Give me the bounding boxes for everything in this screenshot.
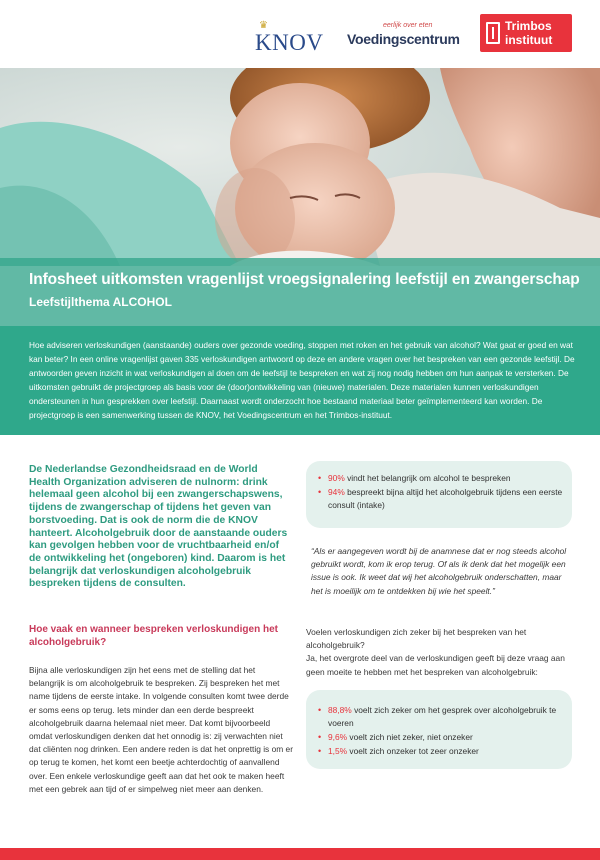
bullet-icon: •	[318, 473, 322, 483]
intro-section	[0, 326, 600, 435]
stats-list-bottom	[318, 704, 564, 759]
trimbos-logo-line1: Trimbos	[505, 19, 552, 33]
section-body: Bijna alle verloskundigen zijn het eens met de stelling dat het belangrijk is om alcoholgebruik te bespreken. Zij bespreken het met name tijdens de eerste intake. In volgende consulten komt twee derde er soms eens op terug. Iets minder dan een derde bespreekt alcoholgebruik daarna helemaal niet meer. Dat komt bijvoorbeeld omdat verloskundigen denken dat het onnodig is: zij verwachten niet dat cliënten nog drinken. Een andere reden is dat het onprettig is om er op terug te komen, het komt een beetje achterdochtig of aanvallend over. Een enkele verloskundige geeft aan dat het ook te maken heeft met een gebrek aan tijd of er simpelweg niet meer aan denken.	[29, 665, 293, 794]
header-logos	[0, 0, 600, 68]
page-title: Infosheet uitkomsten vragenlijst vroegsignalering leefstijl en zwangerschap	[29, 271, 580, 288]
confidence-section	[306, 626, 574, 679]
stat-item	[318, 704, 564, 730]
confidence-question: Voelen verloskundigen zich zeker bij het bespreken van het alcoholgebruik?	[306, 627, 527, 651]
stats-box-bottom	[306, 690, 572, 769]
confidence-answer: Ja, het overgrote deel van de verloskundigen geeft bij deze vraag aan geen moeite te hebben met het bespreken van alcoholgebruik:	[306, 653, 565, 677]
hero-photo	[0, 68, 600, 266]
bullet-icon: •	[318, 705, 322, 715]
stats-box-top	[306, 461, 572, 528]
stat-percentage: 1,5%	[328, 746, 348, 756]
stat-percentage: 94%	[328, 487, 345, 497]
stat-text: voelt zich niet zeker, niet onzeker	[347, 732, 473, 742]
stat-item	[318, 745, 564, 758]
lead-paragraph: De Nederlandse Gezondheidsraad en de World Health Organization adviseren de nulnorm: drink helemaal geen alcohol bij een zwangerschapswens, tijdens de zwangerschap of tijdens het geven van borstvoeding. Dat is ook de norm die de KNOV hanteert. Alcoholgebruik door de aanstaande ouders kan gevolgen hebben voor de vruchtbaarheid en/of de ontwikkeling het (ongeboren) kind. Daarom is het belangrijk dat verloskundigen alcoholgebruik bespreken tijdens de consulten.	[29, 464, 288, 590]
title-band	[0, 258, 600, 326]
intro-text: Hoe adviseren verloskundigen (aanstaande) ouders over gezonde voeding, stoppen met roken en het gebruik van alcohol? Wat gaat er goed en wat kan beter? In een online vragenlijst gaven 335 verloskundigen antwoord op deze en andere vragen over het bespreken van een gezonde leefstijl. De antwoorden geven inzicht in wat verloskundigen al doen om de leefstijl te bespreken en wat zij nog nodig hebben om hun aanpak te versterken. De uitkomsten gebruikt de projectgroep als basis voor de (door)ontwikkeling van (nieuwe) materialen. Deze materialen kunnen verloskundigen ondersteunen in hun gesprekken over leefstijl. Daarnaast wordt onderzocht hoe bestaand materiaal beter geïmplementeerd kan worden. De projectgroep is een samenwerking tussen de KNOV, het Voedingscentrum en het Trimbos-instituut.	[29, 340, 575, 420]
stat-percentage: 90%	[328, 473, 345, 483]
stat-percentage: 9,6%	[328, 732, 348, 742]
trimbos-logo	[480, 14, 572, 52]
stat-item	[318, 486, 564, 512]
stat-text: voelt zich onzeker tot zeer onzeker	[347, 746, 479, 756]
stat-text: vindt het belangrijk om alcohol te bespreken	[344, 473, 511, 483]
knov-logo-text: KNOV	[255, 30, 324, 55]
voedingscentrum-logo	[347, 22, 460, 52]
stat-item	[318, 472, 564, 485]
stat-percentage: 88,8%	[328, 705, 352, 715]
footer-accent-line	[0, 848, 600, 860]
stat-text: bespreekt bijna altijd het alcoholgebruik tijdens een eerste consult (intake)	[328, 487, 563, 510]
crown-icon: ♛	[259, 20, 268, 31]
page-subtitle: Leefstijlthema ALCOHOL	[29, 295, 172, 309]
section-heading: Hoe vaak en wanneer bespreken verloskundigen het alcoholgebruik?	[29, 624, 278, 648]
stats-list-top	[318, 472, 564, 513]
knov-logo	[255, 20, 327, 56]
stat-item	[318, 731, 564, 744]
stat-text: voelt zich zeker om het gesprek over alcoholgebruik te voeren	[328, 705, 557, 728]
voedingscentrum-tagline: eerlijk over eten	[383, 22, 433, 29]
quote-text: “Als er aangegeven wordt bij de anamnese dat er nog steeds alcohol gebruikt wordt, kom ik erop terug. Of als ik denk dat het mogelijk een issue is ook. Ik weet dat wij het alcoholgebruik onderschatten, maar het is moeilijk om te ontdekken bij wie het speelt.”	[311, 546, 567, 596]
bullet-icon: •	[318, 732, 322, 742]
trimbos-mark-icon	[486, 22, 500, 44]
voedingscentrum-logo-text: Voedingscentrum	[347, 31, 460, 47]
bullet-icon: •	[318, 746, 322, 756]
bullet-icon: •	[318, 487, 322, 497]
footer-bar	[0, 832, 600, 860]
hero-photo-illustration	[0, 68, 600, 266]
trimbos-logo-line2: instituut	[505, 33, 553, 47]
